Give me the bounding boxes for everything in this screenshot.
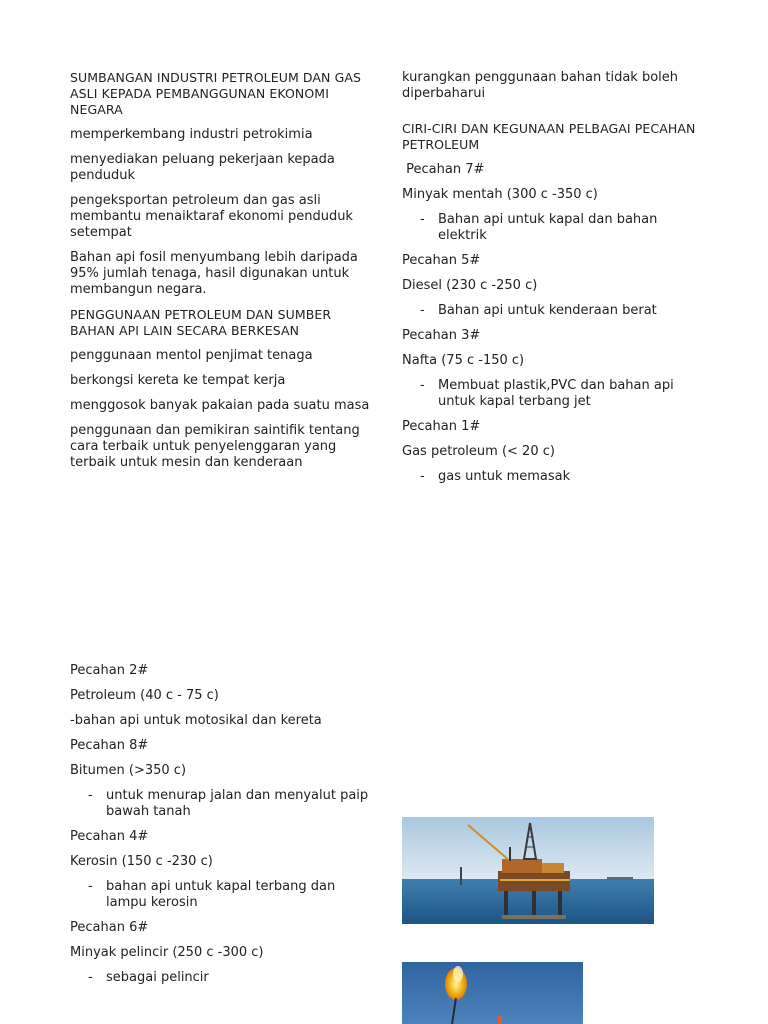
paragraph: Bahan api fosil menyumbang lebih daripada 95% jumlah tenaga, hasil digunakan untuk membangun negara.: [70, 250, 358, 297]
oil-rig-photo: [402, 817, 654, 924]
fraction-label: Pecahan 2#: [70, 663, 149, 678]
paragraph: -bahan api untuk motosikal dan kereta: [70, 713, 322, 728]
left-bottom-column: [70, 663, 370, 995]
paragraph: memperkembang industri petrokimia: [70, 127, 313, 142]
bullet-dash: -: [420, 378, 425, 393]
fraction-label: Pecahan 6#: [70, 920, 149, 935]
fraction-label: Pecahan 4#: [70, 829, 149, 844]
paragraph: penggunaan mentol penjimat tenaga: [70, 348, 313, 363]
list-item: - Bahan api untuk kenderaan berat: [402, 303, 702, 319]
heading-efficient-use: PENGGUNAAN PETROLEUM DAN SUMBER BAHAN API LAIN SECARA BERKESAN: [70, 307, 332, 338]
fraction-label: Pecahan 1#: [402, 419, 481, 434]
fraction-label: Pecahan 5#: [402, 253, 481, 268]
list-item: - sebagai pelincir: [70, 970, 370, 986]
gas-flare-photo: [402, 962, 583, 1024]
oil-rig-image: [402, 817, 654, 924]
list-item: - untuk menurap jalan dan menyalut paip bawah tanah: [70, 788, 370, 820]
heading-contribution: SUMBANGAN INDUSTRI PETROLEUM DAN GAS ASLI KEPADA PEMBANGGUNAN EKONOMI NEGARA: [70, 70, 362, 117]
paragraph: kurangkan penggunaan bahan tidak boleh diperbaharui: [402, 70, 679, 101]
fraction-name: Bitumen (>350 c): [70, 763, 187, 778]
list-item: - Membuat plastik,PVC dan bahan api untuk kapal terbang jet: [402, 378, 702, 410]
paragraph: penggunaan dan pemikiran saintifik tentang cara terbaik untuk penyelenggaran yang terbaik untuk mesin dan kenderaan: [70, 423, 360, 470]
paragraph: menggosok banyak pakaian pada suatu masa: [70, 398, 370, 413]
right-column: [402, 70, 702, 494]
list-item: - bahan api untuk kapal terbang dan lampu kerosin: [70, 879, 370, 911]
bullet-dash: -: [420, 303, 425, 318]
fraction-name: Gas petroleum (< 20 c): [402, 444, 555, 459]
list-item: - Bahan api untuk kapal dan bahan elektrik: [402, 212, 702, 244]
left-column: [70, 70, 370, 480]
fraction-name: Kerosin (150 c -230 c): [70, 854, 213, 869]
list-item: - gas untuk memasak: [402, 469, 702, 485]
fraction-label: Pecahan 3#: [402, 328, 481, 343]
fraction-label: Pecahan 8#: [70, 738, 149, 753]
paragraph: berkongsi kereta ke tempat kerja: [70, 373, 286, 388]
fraction-name: Minyak pelincir (250 c -300 c): [70, 945, 264, 960]
fraction-label: Pecahan 7#: [402, 162, 485, 177]
bullet-dash: -: [420, 212, 425, 227]
paragraph: menyediakan peluang pekerjaan kepada penduduk: [70, 152, 335, 183]
fraction-name: Minyak mentah (300 c -350 c): [402, 187, 598, 202]
bullet-dash: -: [88, 970, 93, 985]
bullet-dash: -: [420, 469, 425, 484]
bullet-dash: -: [88, 788, 93, 803]
paragraph: pengeksportan petroleum dan gas asli membantu menaiktaraf ekonomi penduduk setempat: [70, 193, 353, 240]
fraction-name: Nafta (75 c -150 c): [402, 353, 525, 368]
bullet-dash: -: [88, 879, 93, 894]
heading-fractions: CIRI-CIRI DAN KEGUNAAN PELBAGAI PECAHAN PETROLEUM: [402, 121, 696, 152]
fraction-name: Diesel (230 c -250 c): [402, 278, 538, 293]
fraction-name: Petroleum (40 c - 75 c): [70, 688, 219, 703]
gas-flare-image: [402, 962, 583, 1024]
